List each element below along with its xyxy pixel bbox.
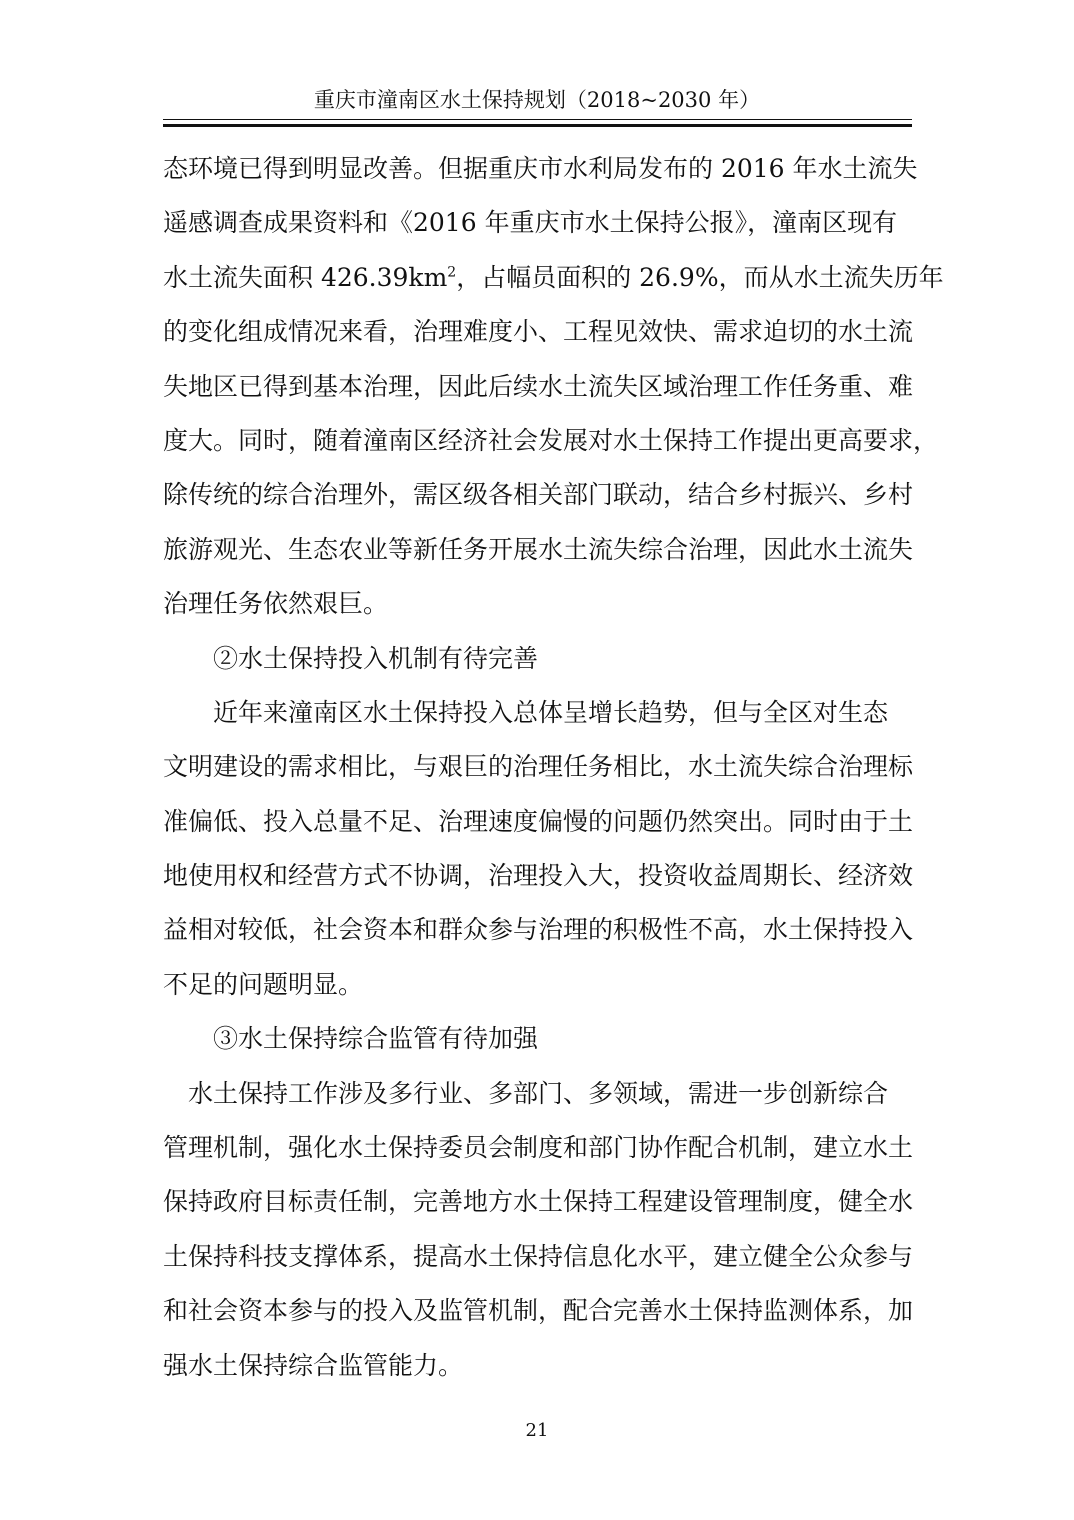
body-line: 准偏低、投入总量不足、治理速度偏慢的问题仍然突出。同时由于土 [163, 806, 914, 836]
body-line: 益相对较低，社会资本和群众参与治理的积极性不高，水土保持投入 [163, 915, 914, 945]
body-line: 不足的问题明显。 [163, 969, 364, 999]
body-line: 水土保持工作涉及多行业、多部门、多领域，需进一步创新综合 [163, 1078, 889, 1108]
body-line: 旅游观光、生态农业等新任务开展水土流失综合治理，因此水土流失 [163, 534, 914, 564]
body-line: 遥感调查成果资料和《2016 年重庆市水土保持公报》，潼南区现有 [163, 208, 898, 238]
body-line: 地使用权和经营方式不协调，治理投入大，投资收益周期长、经济效 [163, 861, 914, 891]
header-rule-thin [163, 119, 912, 120]
area-value-continuation: ，占幅员面积的 26.9%，而从水土流失历年 [456, 262, 944, 292]
body-line: 土保持科技支撑体系，提高水土保持信息化水平，建立健全公众参与 [163, 1241, 914, 1271]
body-line: 和社会资本参与的投入及监管机制，配合完善水土保持监测体系，加 [163, 1296, 914, 1326]
body-line: 态环境已得到明显改善。但据重庆市水利局发布的 2016 年水土流失 [163, 154, 918, 183]
body-line: 近年来潼南区水土保持投入总体呈增长趋势，但与全区对生态 [163, 697, 889, 727]
header-rule-thick [163, 124, 912, 127]
body-line: 文明建设的需求相比，与艰巨的治理任务相比，水土流失综合治理标 [163, 752, 914, 782]
body-text [163, 142, 944, 1393]
body-line [163, 251, 944, 305]
body-line: 治理任务依然艰巨。 [163, 589, 389, 619]
subheading-investment-mechanism: ②水土保持投入机制有待完善 [163, 643, 539, 673]
running-header-title: 重庆市潼南区水土保持规划（2018~2030 年） [313, 88, 761, 112]
body-line: 失地区已得到基本治理，因此后续水土流失区域治理工作任务重、难 [163, 371, 914, 401]
body-line: 强水土保持综合监管能力。 [163, 1350, 464, 1380]
area-value-text: 水土流失面积 426.39km [163, 262, 448, 292]
body-line: 的变化组成情况来看，治理难度小、工程见效快、需求迫切的水土流 [163, 317, 914, 347]
body-line: 度大。同时，随着潼南区经济社会发展对水土保持工作提出更高要求， [163, 425, 939, 455]
area-unit-superscript: 2 [447, 264, 457, 281]
page-number: 21 [525, 1420, 549, 1441]
body-line: 除传统的综合治理外，需区级各相关部门联动，结合乡村振兴、乡村 [163, 480, 914, 510]
body-line: 保持政府目标责任制，完善地方水土保持工程建设管理制度，健全水 [163, 1187, 914, 1217]
body-line: 管理机制，强化水土保持委员会制度和部门协作配合机制，建立水土 [163, 1133, 914, 1163]
subheading-comprehensive-supervision: ③水土保持综合监管有待加强 [163, 1024, 539, 1054]
